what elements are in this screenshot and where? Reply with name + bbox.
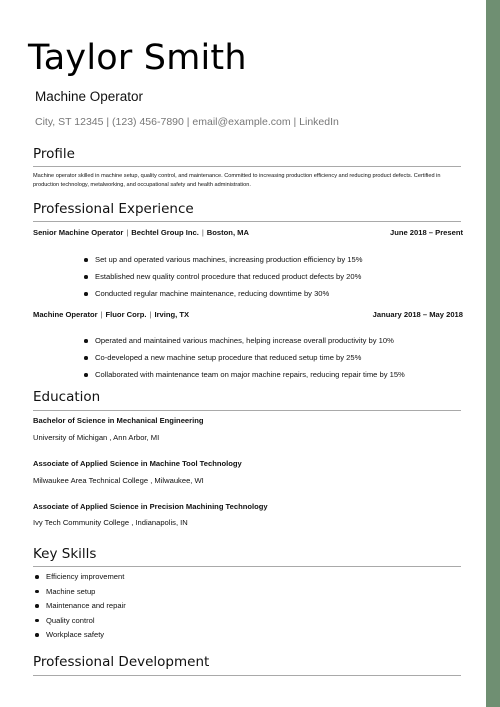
section-title-experience: Professional Experience [33, 201, 194, 217]
education-degree: Associate of Applied Science in Machine Tool Technology [33, 459, 242, 468]
list-item: Efficiency improvement [34, 572, 126, 587]
job-company: Fluor Corp. [105, 310, 147, 319]
candidate-name: Taylor Smith [28, 38, 247, 78]
education-degree: Associate of Applied Science in Precision Machining Technology [33, 502, 268, 511]
list-item: Quality control [34, 616, 126, 631]
education-school: University of Michigan , Ann Arbor, MI [33, 433, 160, 442]
contact-line: City, ST 12345 | (123) 456-7890 | email@example.com | LinkedIn [35, 116, 339, 128]
list-item: Operated and maintained various machines, helping increase overall productivity by 10% [84, 336, 405, 353]
job-header [33, 310, 463, 319]
list-item: Maintenance and repair [34, 601, 126, 616]
job-dates: January 2018 – May 2018 [372, 310, 463, 319]
education-school: Milwaukee Area Technical College , Milwaukee, WI [33, 476, 204, 485]
job-dates: June 2018 – Present [389, 228, 463, 237]
job-location: Irving, TX [154, 310, 190, 319]
job-header [33, 228, 463, 237]
list-item: Machine setup [34, 587, 126, 602]
list-item: Established new quality control procedure that reduced product defects by 20% [84, 272, 363, 289]
list-item: Co-developed a new machine setup procedure that reduced setup time by 25% [84, 353, 405, 370]
list-item: Workplace safety [34, 630, 126, 645]
accent-strip [486, 0, 500, 707]
section-divider [33, 166, 461, 167]
section-title-skills: Key Skills [33, 546, 97, 562]
section-title-profile: Profile [33, 146, 75, 162]
separator: | [100, 310, 103, 319]
section-divider [33, 221, 461, 222]
job-position: Senior Machine Operator [33, 228, 124, 237]
separator: | [201, 228, 204, 237]
section-title-development: Professional Development [33, 654, 210, 670]
section-divider [33, 675, 461, 676]
job-company: Bechtel Group Inc. [131, 228, 199, 237]
separator: | [126, 228, 129, 237]
education-degree: Bachelor of Science in Mechanical Engineering [33, 416, 204, 425]
job-title: Machine Operator [35, 89, 144, 104]
section-divider [33, 566, 461, 567]
section-divider [33, 410, 461, 411]
job-bullet-list [84, 336, 405, 387]
skills-list [34, 572, 126, 645]
education-school: Ivy Tech Community College , Indianapolis, IN [33, 518, 188, 527]
separator: | [149, 310, 152, 319]
section-title-education: Education [33, 389, 101, 405]
list-item: Collaborated with maintenance team on major machine repairs, reducing repair time by 15% [84, 370, 405, 387]
job-location: Boston, MA [206, 228, 249, 237]
list-item: Set up and operated various machines, increasing production efficiency by 15% [84, 255, 363, 272]
job-bullet-list [84, 255, 363, 306]
job-position: Machine Operator [33, 310, 98, 319]
profile-summary: Machine operator skilled in machine setup, quality control, and maintenance. Committed to increasing production efficiency and reducing product defects. Certified in production technology, metalworking, and occupational safety and health administration. [33, 173, 441, 188]
list-item: Conducted regular machine maintenance, reducing downtime by 30% [84, 289, 363, 306]
